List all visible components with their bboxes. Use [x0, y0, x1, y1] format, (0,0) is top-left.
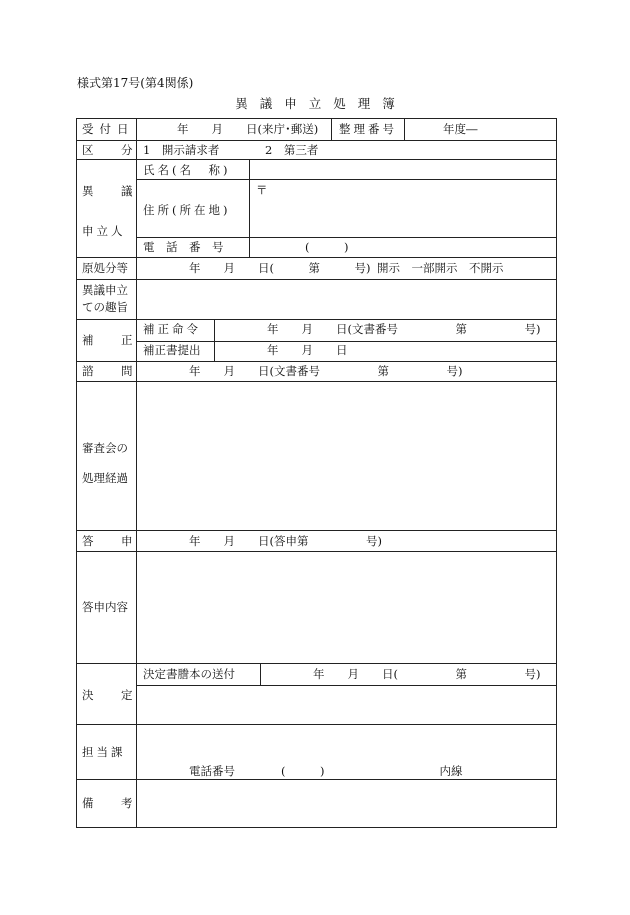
original-disposition-date: 年 月 日( 第 号) [189, 261, 371, 275]
postal-mark: 〒 [256, 183, 268, 197]
category-label-a: 区 [82, 143, 94, 157]
original-disposition-label: 原処分等 [82, 261, 128, 275]
inquiry-label-b: 問 [121, 364, 133, 378]
decision-label-a: 決 [82, 688, 94, 702]
report-label-b: 申 [121, 534, 133, 548]
report-value: 年 月 日(答申第 号) [189, 534, 382, 548]
remarks-label-a: 備 [82, 796, 94, 810]
report-content-label: 答申内容 [82, 600, 128, 614]
council-label-line1: 審査会の [82, 441, 128, 455]
purpose-label-line1: 異議申立 [82, 283, 128, 297]
remarks-label-b: 考 [121, 796, 133, 810]
category-option-third-party: 2 第三者 [265, 143, 319, 157]
purpose-label-line2: ての趣旨 [82, 300, 128, 314]
original-disposition-options: 開示 一部開示 不開示 [377, 261, 504, 275]
applicant-label-line2: 申立人 [82, 224, 126, 238]
correction-submit-value: 年 月 日 [267, 343, 348, 357]
form-number: 様式第17号(第4関係) [77, 76, 194, 90]
correction-order-label: 補正命令 [143, 322, 201, 336]
correction-label-a: 補 [82, 333, 94, 347]
form-table [76, 118, 557, 828]
department-label: 担当課 [82, 745, 126, 759]
correction-label-b: 正 [121, 333, 133, 347]
inquiry-label-a: 諮 [82, 364, 94, 378]
reference-number-label: 整理番号 [339, 122, 397, 136]
reference-number-value: 年度― [443, 122, 478, 136]
applicant-phone-value: ( ) [305, 240, 349, 254]
applicant-label-a: 異 [82, 184, 94, 198]
reception-label: 受付日 [82, 122, 135, 136]
category-option-requester: 1 開示請求者 [143, 143, 220, 157]
inquiry-value: 年 月 日(文書番号 第 号) [189, 364, 463, 378]
correction-submit-label: 補正書提出 [143, 343, 201, 357]
decision-copy-label: 決定書謄本の送付 [143, 667, 235, 681]
applicant-name-label: 氏名(名 称) [143, 163, 231, 177]
reception-date: 年 月 日(来庁･郵送) [177, 122, 319, 136]
applicant-address-label: 住所(所在地) [143, 203, 231, 217]
page-title: 異議申立処理簿 [235, 96, 407, 111]
category-label-b: 分 [121, 143, 133, 157]
report-label-a: 答 [82, 534, 94, 548]
applicant-label-b: 議 [121, 184, 133, 198]
council-label-line2: 処理経過 [82, 471, 128, 485]
applicant-phone-label: 電 話 番 号 [143, 240, 224, 254]
decision-label-b: 定 [121, 688, 133, 702]
department-phone: 電話番号 ( ) 内線 [189, 764, 463, 778]
decision-copy-value: 年 月 日( 第 号) [313, 667, 541, 681]
correction-order-value: 年 月 日(文書番号 第 号) [267, 322, 541, 336]
